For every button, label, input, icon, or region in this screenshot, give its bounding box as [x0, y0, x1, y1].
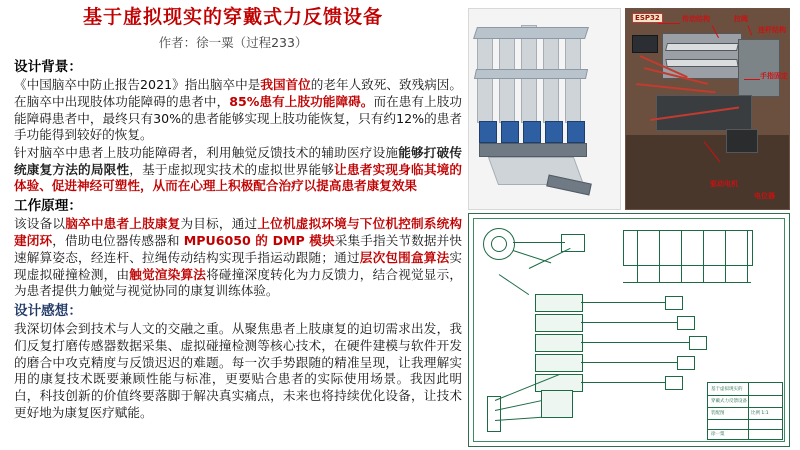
photo-label-cable: 拉绳	[734, 15, 749, 23]
cad-gear-hub	[491, 236, 507, 252]
cad-callout	[665, 296, 683, 310]
emphasis-red-8: 触觉渲染算法	[129, 266, 207, 282]
render-actuator	[545, 121, 563, 143]
text-column	[14, 56, 462, 422]
cad-title-block	[707, 382, 783, 440]
render-actuator	[501, 121, 519, 143]
render-frame	[473, 27, 589, 39]
cad-dim-line	[581, 302, 665, 303]
photo-label-esp32: ESP32	[632, 13, 663, 23]
cad-title-line-3: 装配图	[711, 411, 725, 416]
cad-part	[535, 314, 583, 332]
render-base	[479, 143, 587, 157]
emphasis-red-5: 上位机虚拟环境与下位机控制系统构建闭环	[14, 216, 463, 249]
cad-callout	[665, 376, 683, 390]
cad-line	[513, 242, 565, 243]
render-actuator	[567, 121, 585, 143]
section-heading-principle: 工作原理：	[14, 198, 82, 215]
author-line: 作者：徐一粟（过程233）	[158, 34, 308, 50]
paragraph-reflection-1: 我深切体会到技术与人文的交融之重。从聚焦患者上肢康复的迫切需求出发，我们反复打磨传感器数据采集、虚拟碰撞检测等核心技术，在硬件建模与软件开发的磨合中攻克精度与反馈迟迟的难题。每一次手势跟随的精准呈现，让我理解实用的康复技术既要兼顾性能与标准，更要贴合患者的实际使用场景。我因此明白，科技创新的价值终要落脚于解决真实痛点，未来也将持续优化设备，让技术更好地为康复医疗赋能。	[14, 321, 462, 420]
emphasis-red-3: 让患者实现身临其境的体验、促进神经可塑性，从而在心理上积极配合治疗以提高患者康复效果	[14, 161, 463, 194]
photo-linkage-bar	[665, 59, 738, 67]
cad-part	[535, 294, 583, 312]
render-part	[477, 35, 493, 123]
photo-label-potentiometer: 电位器	[754, 192, 776, 200]
render-figure	[468, 8, 621, 210]
cad-callout	[689, 336, 707, 350]
cad-part	[535, 334, 583, 352]
cad-wrist	[487, 396, 501, 432]
render-part	[565, 37, 581, 123]
photo-leader-line	[658, 23, 680, 24]
emphasis-red-4: 脑卒中患者上肢康复	[65, 216, 181, 232]
photo-label-transmission: 传动结构	[682, 15, 711, 23]
cad-palm	[541, 390, 573, 418]
cad-line	[637, 230, 638, 282]
cad-callout	[677, 356, 695, 370]
emphasis-red-7: 层次包围盒算法	[359, 249, 450, 265]
page-title: 基于虚拟现实的穿戴式力反馈设备	[82, 6, 383, 28]
cad-dim-line	[581, 342, 689, 343]
cad-dim-line	[581, 382, 665, 383]
paragraph-principle-1: 该设备以脑卒中患者上肢康复为目标，通过上位机虚拟环境与下位机控制系统构建闭环，借助电位器传感器和 MPU6050 的 DMP 模块采集手指关节数据并快速解算姿态，经连杆、拉绳传动结构实现手指运动跟随；通过层次包围盒算法实现虚拟碰撞检测，由触觉渲染算法将碰撞深度转化为力反馈力，结合视觉显示，为患者提供力触觉与视觉协同的康复训练体验。	[14, 216, 463, 299]
section-heading-reflection: 设计感想：	[14, 302, 82, 319]
cad-title-author: 徐一粟	[711, 432, 725, 437]
emphasis-red-2: 85%患有上肢功能障碍。	[229, 93, 374, 109]
cad-line	[747, 230, 748, 282]
image-row	[468, 8, 790, 208]
render-actuator	[523, 121, 541, 143]
cad-line	[703, 230, 704, 282]
photo-potentiometer	[726, 129, 758, 153]
photo-finger-mount	[738, 39, 780, 97]
cad-part	[535, 354, 583, 372]
cad-callout	[677, 316, 695, 330]
photo-label-linkage: 连杆结构	[758, 26, 787, 34]
photo-leader-line	[744, 79, 760, 80]
emphasis-red-1: 我国首位	[260, 77, 311, 93]
cad-title-line-2: 穿戴式力反馈设备	[711, 399, 747, 404]
cad-dim-line	[581, 322, 677, 323]
cad-line	[623, 282, 751, 283]
render-frame	[474, 69, 588, 79]
paragraph-background-2: 针对脑卒中患者上肢功能障碍者，利用触觉反馈技术的辅助医疗设施能够打破传统康复方法的局限性，基于虚拟现实技术的虚拟世界能够让患者实现身临其境的体验、促进神经可塑性，从而在心理上积极配合治疗以提高患者康复效果	[14, 145, 463, 194]
cad-figure	[468, 213, 790, 447]
photo-label-motor: 驱动电机	[710, 180, 739, 188]
poster-header	[18, 6, 448, 51]
photo-figure	[625, 8, 790, 210]
cad-line	[681, 230, 682, 282]
cad-line	[659, 230, 660, 282]
emphasis-dark-1: 能够打破传统康复方法的局限性	[14, 145, 463, 177]
paragraph-background-1: 《中国脑卒中防止报告2021》指出脑卒中是我国首位的老年人致死、致残病因。在脑卒中出现肢体功能障碍的患者中，85%患有上肢功能障碍。而在患有上肢功能障碍患者中，最终只有30%的患者能够实现上肢功能恢复，只有约12%的患者手功能得到较好的恢复。	[14, 77, 463, 143]
media-column	[468, 8, 790, 447]
photo-mcu-board	[632, 35, 658, 53]
section-heading-background: 设计背景：	[14, 59, 82, 75]
cad-dim-line	[581, 362, 677, 363]
emphasis-red-6: MPU6050 的 DMP 模块	[183, 233, 335, 249]
cad-frame	[623, 230, 753, 266]
render-actuator	[479, 121, 497, 143]
photo-linkage-bar	[665, 43, 739, 51]
cad-title-scale: 比例 1:1	[751, 411, 769, 416]
cad-title-line-1: 基于虚拟现实的	[711, 387, 743, 392]
photo-label-finger-fix: 手指固定	[760, 72, 789, 80]
cad-line	[725, 230, 726, 282]
